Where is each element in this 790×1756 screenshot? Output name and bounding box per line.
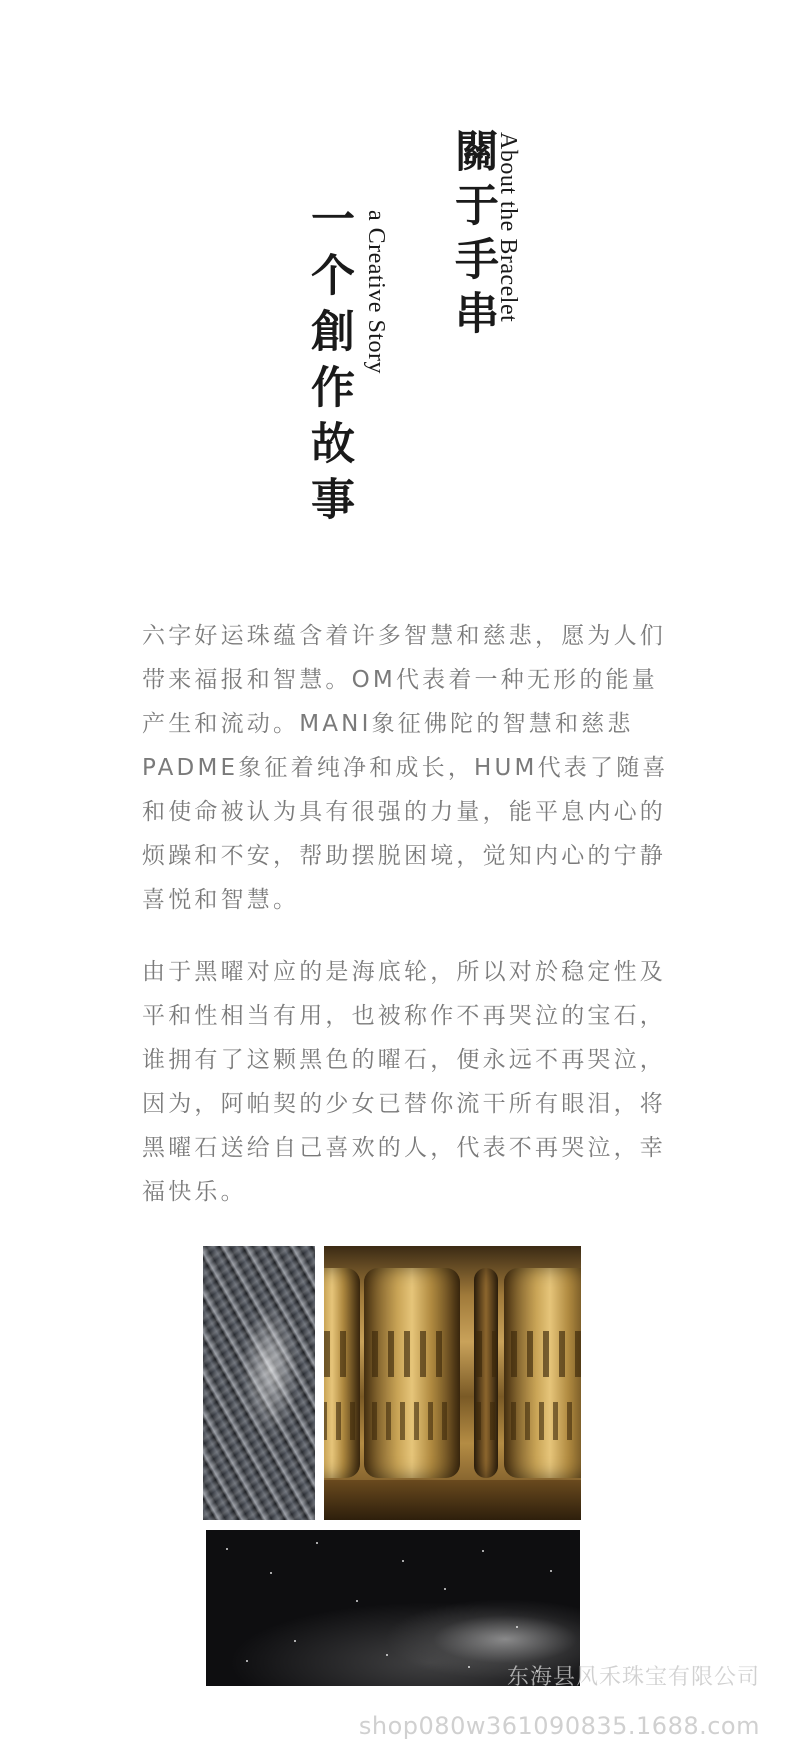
star [316, 1542, 318, 1544]
obsidian-crystal-image [203, 1246, 315, 1520]
wheel-pillar [474, 1268, 498, 1478]
star [246, 1660, 248, 1662]
prayer-wheel [364, 1268, 460, 1478]
subtitle-english-story: a Creative Story [363, 210, 389, 374]
prayer-wheels-image [324, 1246, 581, 1520]
star [226, 1548, 228, 1550]
wheel-base [324, 1480, 581, 1520]
star [482, 1550, 484, 1552]
star [550, 1570, 552, 1572]
paragraph-six-syllable: 六字好运珠蕴含着许多智慧和慈悲，愿为人们带来福报和智慧。OM代表着一种无形的能量产生和流动。MANI象征佛陀的智慧和慈悲PADME象征着纯净和成长，HUM代表了随喜和使命被认为具有很强的力量，能平息内心的烦躁和不安，帮助摆脱困境，觉知内心的宁静喜悦和智慧。 [142, 623, 669, 913]
subtitle-chinese-story: 一个創作故事 [303, 196, 354, 532]
star [270, 1572, 272, 1574]
star [468, 1666, 470, 1668]
star [294, 1640, 296, 1642]
title-chinese-about: 關于手串 [447, 128, 498, 344]
star [516, 1626, 518, 1628]
watermark-url: shop080w361090835.1688.com [358, 1712, 760, 1740]
watermark-company: 东海县风禾珠宝有限公司 [506, 1665, 760, 1690]
prayer-wheel [504, 1268, 581, 1478]
star [356, 1600, 358, 1602]
star [444, 1588, 446, 1590]
prayer-wheel [324, 1268, 360, 1478]
paragraph-obsidian: 由于黑曜对应的是海底轮，所以对於稳定性及平和性相当有用，也被称作不再哭泣的宝石，谁拥有了这颗黑色的曜石，便永远不再哭泣，因为，阿帕契的少女已替你流干所有眼泪，将黑曜石送给自己喜欢的人，代表不再哭泣，幸福快乐。 [142, 959, 666, 1205]
star [386, 1654, 388, 1656]
title-english-about: About the Bracelet [495, 132, 521, 323]
star [402, 1560, 404, 1562]
